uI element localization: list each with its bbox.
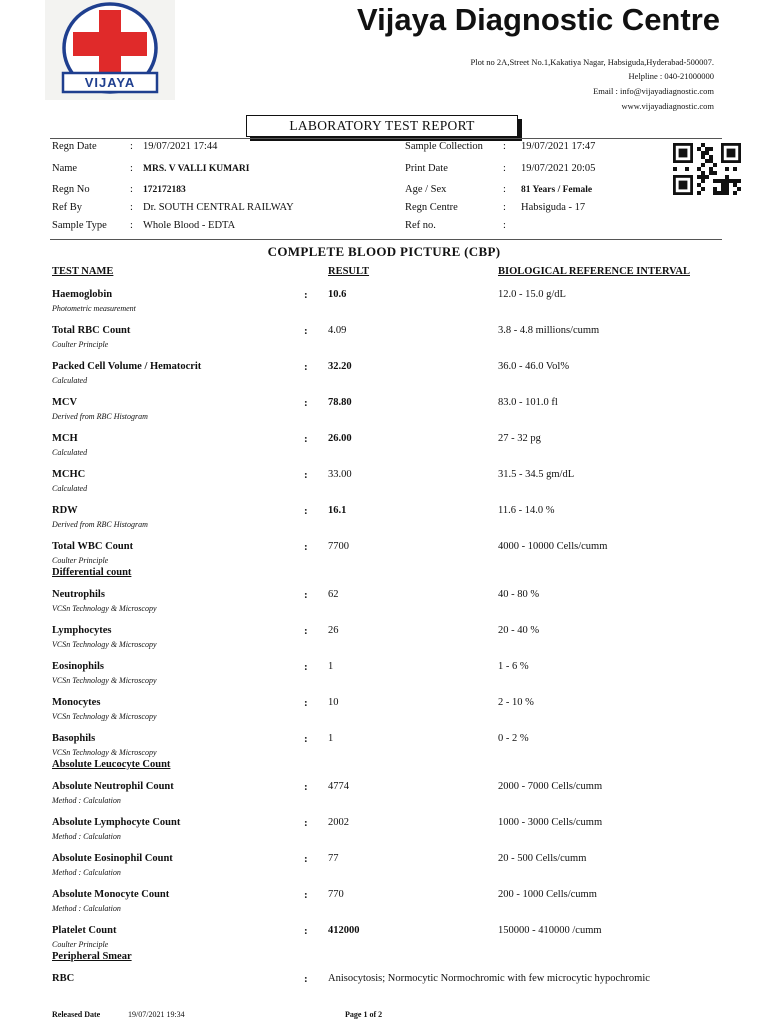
test-result: 77	[328, 853, 339, 864]
report-title: LABORATORY TEST REPORT	[246, 115, 518, 137]
test-method: VCSn Technology & Microscopy	[52, 712, 157, 721]
test-name: Absolute Neutrophil Count	[52, 781, 174, 792]
test-result: 1	[328, 661, 334, 672]
result-colon: :	[304, 781, 308, 793]
test-name: Total RBC Count	[52, 325, 131, 336]
reference-interval: 150000 - 410000 /cumm	[498, 925, 602, 936]
test-method: VCSn Technology & Microscopy	[52, 604, 157, 613]
test-name: MCH	[52, 433, 78, 444]
test-method: Method : Calculation	[52, 868, 121, 877]
test-result: 770	[328, 889, 344, 900]
test-method: Coulter Principle	[52, 940, 109, 949]
result-colon: :	[304, 973, 308, 985]
info-colon: :	[130, 220, 133, 231]
test-name: Eosinophils	[52, 661, 104, 672]
logo	[45, 0, 175, 100]
table-row	[0, 397, 768, 433]
test-result: 10	[328, 697, 339, 708]
table-row	[0, 817, 768, 853]
test-result: 16.1	[328, 505, 347, 516]
test-name: RBC	[52, 973, 75, 984]
reference-interval: 36.0 - 46.0 Vol%	[498, 361, 570, 372]
table-row	[0, 853, 768, 889]
table-row	[0, 781, 768, 817]
table-row	[0, 697, 768, 733]
table-row	[0, 289, 768, 325]
qr-code-icon	[673, 143, 741, 195]
column-header-result: RESULT	[328, 266, 370, 277]
result-colon: :	[304, 661, 308, 673]
info-label: Age / Sex	[405, 184, 447, 195]
reference-interval: 20 - 40 %	[498, 625, 540, 636]
info-label: Regn Date	[52, 141, 97, 152]
table-row	[0, 505, 768, 541]
reference-interval: 40 - 80 %	[498, 589, 540, 600]
result-colon: :	[304, 589, 308, 601]
result-colon: :	[304, 625, 308, 637]
test-method: Coulter Principle	[52, 340, 109, 349]
result-colon: :	[304, 505, 308, 517]
reference-interval: 27 - 32 pg	[498, 433, 541, 444]
info-label: Regn Centre	[405, 202, 458, 213]
company-website: www.vijayadiagnostic.com	[621, 101, 714, 111]
test-name: Packed Cell Volume / Hematocrit	[52, 361, 202, 372]
test-result: 26.00	[328, 433, 352, 444]
regn-no-value: 172172183	[143, 185, 186, 195]
table-row	[0, 889, 768, 925]
test-method: Method : Calculation	[52, 832, 121, 841]
reference-interval: 200 - 1000 Cells/cumm	[498, 889, 597, 900]
result-colon: :	[304, 325, 308, 337]
test-result: 7700	[328, 541, 349, 552]
table-row	[0, 589, 768, 625]
test-name: Platelet Count	[52, 925, 117, 936]
info-label: Print Date	[405, 163, 448, 174]
info-colon: :	[130, 184, 133, 195]
test-name: Absolute Monocyte Count	[52, 889, 170, 900]
result-colon: :	[304, 925, 308, 937]
test-result: 412000	[328, 925, 360, 936]
test-method: VCSn Technology & Microscopy	[52, 676, 157, 685]
result-colon: :	[304, 433, 308, 445]
test-method: Calculated	[52, 376, 88, 385]
company-address: Plot no 2A,Street No.1,Kakatiya Nagar, Habsiguda,Hyderabad-500007.	[470, 57, 714, 67]
test-method: Calculated	[52, 484, 88, 493]
test-result: Anisocytosis; Normocytic Normochromic with few microcytic hypochromic	[328, 973, 650, 984]
test-name: Total WBC Count	[52, 541, 134, 552]
info-label: Ref no.	[405, 220, 436, 231]
released-date-label: Released Date	[52, 1010, 101, 1019]
table-row	[0, 361, 768, 397]
test-method: Photometric measurement	[52, 304, 136, 313]
info-colon: :	[130, 163, 133, 174]
reference-interval: 2 - 10 %	[498, 697, 534, 708]
divider-info	[50, 239, 722, 240]
test-result: 10.6	[328, 289, 347, 300]
reference-interval: 11.6 - 14.0 %	[498, 505, 555, 516]
info-colon: :	[503, 202, 506, 213]
print-date-value: 19/07/2021 20:05	[521, 163, 596, 174]
column-header-reference: BIOLOGICAL REFERENCE INTERVAL	[498, 266, 690, 277]
result-colon: :	[304, 361, 308, 373]
test-result: 26	[328, 625, 339, 636]
test-method: VCSn Technology & Microscopy	[52, 748, 157, 757]
company-name: Vijaya Diagnostic Centre	[357, 2, 720, 37]
subsection-heading: Peripheral Smear	[52, 951, 132, 962]
test-name: Absolute Lymphocyte Count	[52, 817, 181, 828]
test-name: RDW	[52, 505, 78, 516]
test-name: Lymphocytes	[52, 625, 112, 636]
regn-centre-value: Habsiguda - 17	[521, 202, 586, 213]
reference-interval: 1 - 6 %	[498, 661, 529, 672]
test-method: Calculated	[52, 448, 88, 457]
table-row	[0, 325, 768, 361]
section-title: COMPLETE BLOOD PICTURE (CBP)	[267, 244, 501, 259]
test-method: Coulter Principle	[52, 556, 109, 565]
result-colon: :	[304, 397, 308, 409]
test-method: Method : Calculation	[52, 904, 121, 913]
subsection-heading: Absolute Leucocyte Count	[52, 759, 171, 770]
info-label: Ref By	[52, 202, 83, 213]
test-result: 1	[328, 733, 334, 744]
test-result: 32.20	[328, 361, 352, 372]
info-colon: :	[130, 141, 133, 152]
info-colon: :	[503, 163, 506, 174]
test-name: Absolute Eosinophil Count	[52, 853, 173, 864]
test-result: 62	[328, 589, 339, 600]
test-method: Method : Calculation	[52, 796, 121, 805]
regn-date-value: 19/07/2021 17:44	[143, 141, 218, 152]
info-colon: :	[503, 184, 506, 195]
test-method: VCSn Technology & Microscopy	[52, 640, 157, 649]
test-name: Neutrophils	[52, 589, 105, 600]
reference-interval: 3.8 - 4.8 millions/cumm	[498, 325, 600, 336]
table-row	[0, 433, 768, 469]
result-colon: :	[304, 469, 308, 481]
table-row	[0, 625, 768, 661]
result-colon: :	[304, 733, 308, 745]
column-header-test-name: TEST NAME	[52, 266, 114, 277]
info-colon: :	[130, 202, 133, 213]
released-date-value: 19/07/2021 19:34	[128, 1010, 185, 1019]
info-colon: :	[503, 141, 506, 152]
test-name: Haemoglobin	[52, 289, 113, 300]
subsection-heading: Differential count	[52, 567, 132, 578]
test-result: 4.09	[328, 325, 347, 336]
info-label: Sample Collection	[405, 141, 483, 152]
table-row	[0, 661, 768, 697]
test-name: MCV	[52, 397, 78, 408]
test-result: 33.00	[328, 469, 352, 480]
reference-interval: 1000 - 3000 Cells/cumm	[498, 817, 603, 828]
logo-text: VIJAYA	[84, 75, 136, 90]
reference-interval: 4000 - 10000 Cells/cumm	[498, 541, 608, 552]
test-result: 78.80	[328, 397, 352, 408]
page-number: Page 1 of 2	[345, 1010, 383, 1019]
info-label: Sample Type	[52, 220, 107, 231]
sample-collection-value: 19/07/2021 17:47	[521, 141, 596, 152]
test-result: 2002	[328, 817, 349, 828]
reference-interval: 2000 - 7000 Cells/cumm	[498, 781, 603, 792]
ref-by-value: Dr. SOUTH CENTRAL RAILWAY	[143, 202, 294, 213]
reference-interval: 83.0 - 101.0 fl	[498, 397, 558, 408]
test-result: 4774	[328, 781, 349, 792]
result-colon: :	[304, 697, 308, 709]
sample-type-value: Whole Blood - EDTA	[143, 220, 236, 231]
test-name: MCHC	[52, 469, 86, 480]
test-name: Monocytes	[52, 697, 101, 708]
info-colon: :	[503, 220, 506, 231]
result-colon: :	[304, 889, 308, 901]
info-label: Regn No	[52, 184, 90, 195]
test-name: Basophils	[52, 733, 96, 744]
age-sex-value: 81 Years / Female	[521, 185, 593, 195]
company-email: Email : info@vijayadiagnostic.com	[593, 86, 714, 96]
test-method: Derived from RBC Histogram	[52, 520, 148, 529]
result-colon: :	[304, 541, 308, 553]
result-colon: :	[304, 817, 308, 829]
reference-interval: 12.0 - 15.0 g/dL	[498, 289, 566, 300]
reference-interval: 31.5 - 34.5 gm/dL	[498, 469, 575, 480]
result-colon: :	[304, 289, 308, 301]
info-label: Name	[52, 163, 78, 174]
reference-interval: 20 - 500 Cells/cumm	[498, 853, 587, 864]
company-helpline: Helpline : 040-21000000	[628, 71, 714, 81]
reference-interval: 0 - 2 %	[498, 733, 529, 744]
table-row	[0, 973, 768, 1009]
divider-top	[50, 138, 722, 139]
table-row	[0, 469, 768, 505]
test-method: Derived from RBC Histogram	[52, 412, 148, 421]
patient-name-value: MRS. V VALLI KUMARI	[143, 164, 250, 174]
result-colon: :	[304, 853, 308, 865]
